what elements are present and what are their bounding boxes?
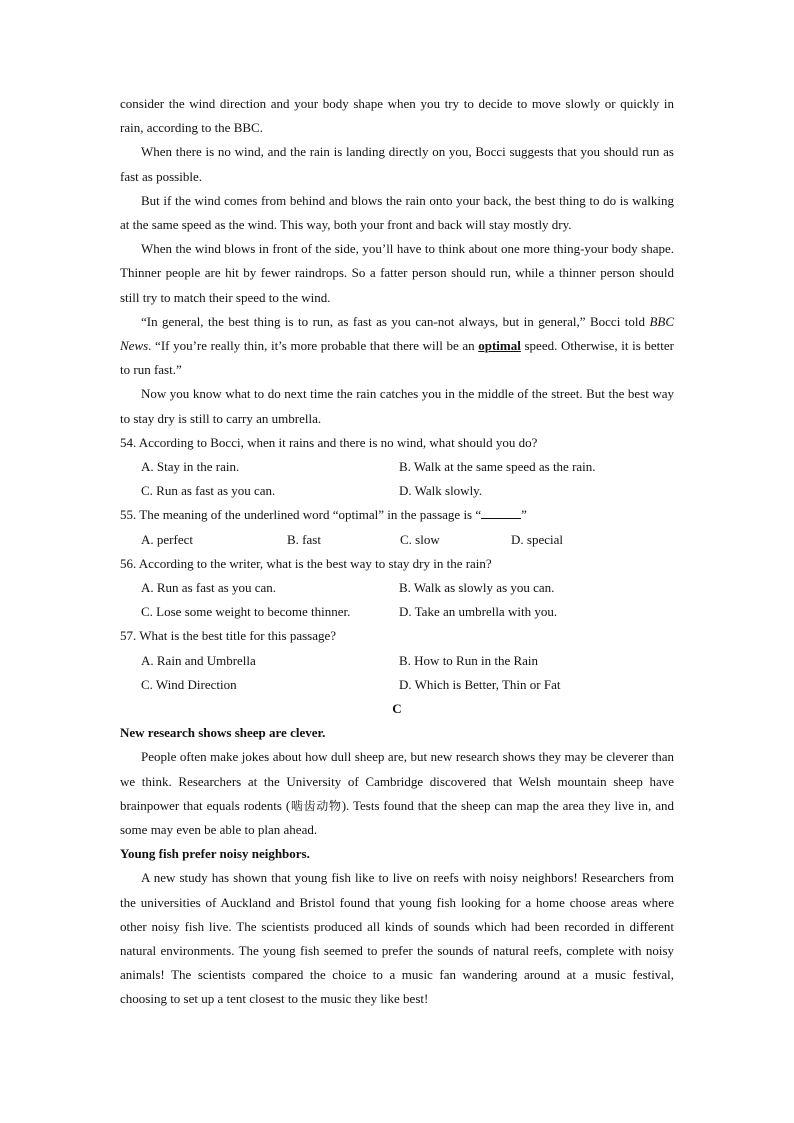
quote-text-a: “In general, the best thing is to run, as fast as you can-not always, but in general,” Bocci told xyxy=(141,313,650,329)
question-55-stem-close: ” xyxy=(521,507,527,523)
question-57-option-a[interactable]: A. Rain and Umbrella xyxy=(141,652,256,668)
article-1-heading: New research shows sheep are clever. xyxy=(120,725,326,741)
article-1-text-a: People often make jokes about how dull sheep are, but new research shows they may be cleverer than we think. Researchers at the University of Cambridge discovered that Welsh mountain sheep have brainpower that equals rodents ( xyxy=(120,749,674,813)
article-1-paragraph xyxy=(120,745,674,842)
question-54-options-row-2 xyxy=(120,479,674,503)
question-54-options-row-1 xyxy=(120,455,674,479)
question-57-options-row-2 xyxy=(120,673,674,697)
question-56-option-c[interactable]: C. Lose some weight to become thinner. xyxy=(141,604,351,620)
question-54-option-a[interactable]: A. Stay in the rain. xyxy=(141,459,240,475)
passage-b-paragraph-6: Now you know what to do next time the rain catches you in the middle of the street. But the best way to stay dry is still to carry an umbrella. xyxy=(120,386,674,426)
chinese-gloss: 啮齿动物 xyxy=(290,798,342,813)
question-56-option-d[interactable]: D. Take an umbrella with you. xyxy=(399,604,558,620)
document-page xyxy=(120,92,674,1012)
question-56-options-row-2 xyxy=(120,600,674,624)
source-name: BBC News xyxy=(120,313,674,354)
question-55-option-b[interactable]: B. fast xyxy=(287,531,321,547)
section-c-label: C xyxy=(392,700,402,716)
question-57-option-b[interactable]: B. How to Run in the Rain xyxy=(399,652,539,668)
question-57-stem: 57. What is the best title for this passage? xyxy=(120,628,337,644)
question-56-option-a[interactable]: A. Run as fast as you can. xyxy=(141,580,277,596)
passage-b-paragraph-2: When there is no wind, and the rain is landing directly on you, Bocci suggests that you should run as fast as possible. xyxy=(120,144,674,184)
question-55-option-d[interactable]: D. special xyxy=(511,531,563,547)
question-55-option-c[interactable]: C. slow xyxy=(400,531,440,547)
question-55-stem-text: 55. The meaning of the underlined word “optimal” in the passage is “ xyxy=(120,507,482,523)
passage-b-paragraph-4: When the wind blows in front of the side, you’ll have to think about one more thing-your body shape. Thinner people are hit by fewer raindrops. So a fatter person should run, while a thinner person should still try to match their speed to the wind. xyxy=(120,241,674,305)
question-55-options-row xyxy=(120,528,674,552)
answer-blank[interactable] xyxy=(481,506,521,519)
question-56-options-row-1 xyxy=(120,576,674,600)
article-1-text-b: ). Tests found that the sheep can map the area they live in, and some may even be able to plan ahead. xyxy=(120,797,674,837)
passage-b-paragraph-3: But if the wind comes from behind and blows the rain onto your back, the best thing to do is walking at the same speed as the wind. This way, both your front and back will stay mostly dry. xyxy=(120,192,674,233)
question-57-options-row-1 xyxy=(120,649,674,673)
article-2-paragraph: A new study has shown that young fish like to live on reefs with noisy neighbors! Researchers from the universities of Auckland and Bristol found that young fish looking for a home choose areas where other noisy fish live. The scientists produced all kinds of sounds which had been recorded in different natural environments. The young fish seemed to prefer the sounds of natural reefs, complete with noisy animals! The scientists compared the choice to a music fan wandering around at a music festival, choosing to set up a tent closest to the music they like best! xyxy=(120,870,674,1007)
passage-b-paragraph-1: consider the wind direction and your body shape when you try to decide to move slowly or quickly in rain, according to the BBC. xyxy=(120,96,674,136)
quote-text-c: speed. Otherwise, it is better to run fast.” xyxy=(120,338,674,378)
question-57-option-c[interactable]: C. Wind Direction xyxy=(141,676,237,692)
quote-text-b: . “If you’re really thin, it’s more probable that there will be an xyxy=(148,338,479,354)
question-56-stem: 56. According to the writer, what is the best way to stay dry in the rain? xyxy=(120,555,492,571)
question-55-option-a[interactable]: A. perfect xyxy=(141,531,193,547)
question-57-option-d[interactable]: D. Which is Better, Thin or Fat xyxy=(399,676,561,692)
question-54-option-c[interactable]: C. Run as fast as you can. xyxy=(141,483,276,499)
question-56-option-b[interactable]: B. Walk as slowly as you can. xyxy=(399,580,555,596)
question-54-stem: 54. According to Bocci, when it rains and there is no wind, what should you do? xyxy=(120,434,538,450)
question-55-stem xyxy=(120,503,674,527)
question-54-option-d[interactable]: D. Walk slowly. xyxy=(399,483,483,499)
passage-b-paragraph-5 xyxy=(120,310,674,383)
article-2-heading: Young fish prefer noisy neighbors. xyxy=(120,846,310,862)
underlined-word: optimal xyxy=(478,338,521,354)
question-54-option-b[interactable]: B. Walk at the same speed as the rain. xyxy=(399,459,596,475)
